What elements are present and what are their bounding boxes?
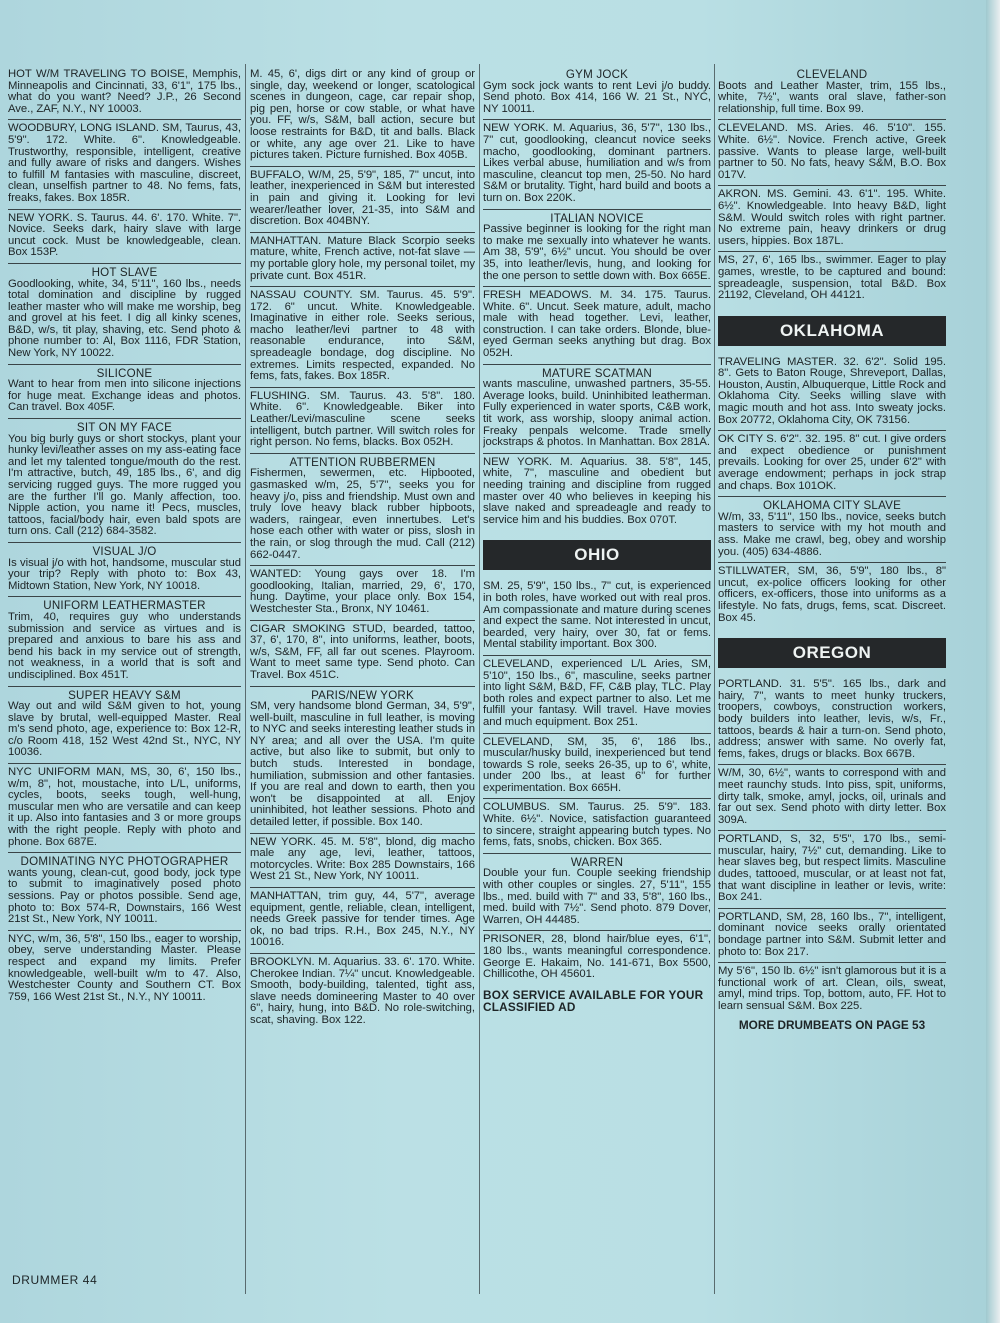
classified-ad: [250, 287, 475, 388]
classified-ad: [483, 578, 711, 656]
classified-ad: [483, 799, 711, 853]
classified-ad: [250, 566, 475, 620]
classified-ad: [8, 764, 241, 853]
classified-ad: [250, 954, 475, 1031]
classified-ad: [250, 167, 475, 233]
ad-heading: ITALIAN NOVICE: [550, 211, 644, 225]
classified-ad: [250, 388, 475, 454]
ad-heading: DOMINATING NYC PHOTOGRAPHER: [20, 855, 229, 869]
ad-body: You big burly guys or short stockys, plant your hunky levi/leather asses on my ass-eating face and let my talented tongue/mouth do the rest. I'm attractive, butch, 49, 185 lbs., 6', and dig servicing rugged guys. The more rugged you are the further I'll go. Manly affection, too. Nipple action, you name it! Pecs, muscles, tattoos, facial/body hair, even bald spots are turn ons. Call (212) 684-3582.: [8, 432, 241, 538]
ad-body: wants masculine, unwashed partners, 35-55. Average looks, build. Uninhibited leatherman. Fully experienced in water sports, C&B work, tit work, ass worship, sloopy animal action. Freaky penpals welcome. Trade smelly jockstraps & photos. In Manhattan. Box 281A.: [483, 378, 711, 449]
ad-body: CLEVELAND, experienced L/L Aries, SM, 5'10", 150 lbs., 6", masculine, seeks partner into light S&M, B&D, FF, C&B play, TLC. Play both roles and expect partner to also. Let me fulfill your fantasy. Will travel. Have movies and much equipment. Box 251.: [483, 657, 711, 728]
ad-heading: SUPER HEAVY S&M: [68, 688, 181, 702]
column-4: [718, 66, 946, 1294]
ad-body: NASSAU COUNTY. SM. Taurus. 45. 5'9". 172. 6" uncut. White. Knowledgeable. Imaginative in either role. Seeks serious, macho leather/levi partner to 48 with reasonable endurance, into S&M, spreadeagle bondage, dog discipline. No extremes. Limits respected, expanded. No fems, fats, fakes. Box 185R.: [250, 289, 475, 383]
ad-body: CLEVELAND. MS. Aries. 46. 5'10". 155. White. 6½". Novice. French active, Greek passive. Wants to please large, well-built partner to 50. No fats, heavy S&M, B.O. Box 017V.: [718, 122, 946, 181]
ad-body: TRAVELING MASTER. 32. 6'2". Solid 195. 8". Gets to Baton Rouge, Shreveport, Dallas, Houston, Austin, Albuquerque, Little Rock and Oklahoma City. Seeks willing slave with magic mouth and hot ass. Into sweaty jocks. Box 20772, Oklahoma City, OK 73156.: [718, 355, 946, 426]
column-1: [8, 66, 241, 1294]
ad-body: NEW YORK. 45. M. 5'8", blond, dig macho male any age, levi, leather, tattoos, motorcycles. Write: Box 285 Downstairs, 166 West 21 St., New York, NY 10011.: [250, 835, 475, 883]
classified-ad: [718, 497, 946, 563]
classified-ad: [483, 734, 711, 800]
ad-heading: CLEVELAND: [796, 68, 868, 81]
ad-body: BROOKLYN. M. Aquarius. 33. 6'. 170. White. Cherokee Indian. 7¼" uncut. Knowledgeable. Smooth, body-building, talented, tight ass, slave needs domineering Master to 40 over 6", hairy, hung, into B&D. No role-switching, scat, shaving. Box 122.: [250, 955, 475, 1026]
ad-body: PORTLAND, SM, 28, 160 lbs., 7", intelligent, dominant novice seeks orally orientated bondage partner into S&M. Submit letter and photo to: Box 217.: [718, 910, 946, 958]
ad-body: NEW YORK. M. Aquarius. 38. 5'8", 145, white, 7", masculine and obedient but needing training and discipline from rugged master over 40 who believes in keeping his slave naked and spreadeagle and ready to service him and his buddies. Box 070T.: [483, 455, 711, 526]
classified-ad: [718, 252, 946, 305]
ad-body: WOODBURY, LONG ISLAND. SM, Taurus, 43, 5'9". 172. White. 6". Knowledgeable. Trustworthy, responsible, intelligent, creative and fully aware of risks and dangers. Wishes to fulfill M fantasies with masculine, discreet, clean, unselfish partner to 48. No fems, fats, freaks, fakes. Box 185R.: [8, 122, 241, 204]
column-3: [483, 66, 711, 1294]
ad-body: Is visual j/o with hot, handsome, muscular stud your trip? Reply with photo to: Box 43, Midtown Station, New York, NY 10018.: [8, 556, 241, 592]
ad-heading: GYM JOCK: [565, 68, 629, 81]
classified-ad: [8, 210, 241, 264]
state-heading: OREGON: [718, 638, 946, 668]
classified-ad: [718, 831, 946, 909]
ad-body: W/M, 30, 6½", wants to correspond with and meet raunchy studs. Into piss, spit, uniforms, dirty talk, smoke, amyl, jocks, oil, urinals and far out sex. Send photo with dirty letter. Box 309A.: [718, 767, 946, 826]
classified-ad: [8, 120, 241, 209]
ad-body: wants young, clean-cut, good body, jock type to submit to imaginatively posed photo sessions. Pay or photos possible. Send age, photo to: Box 574-R, Downstairs, 166 West 21st St., New York, NY 10011.: [8, 866, 241, 926]
classified-ad: [8, 419, 241, 543]
ad-body: Way out and wild S&M given to hot, young slave by brutal, well-equipped Master. Real m's send photo, age, experience to: Box 12-R, c/o Room 418, 152 West 42nd St., NYC, NY 10036.: [8, 700, 241, 759]
classified-ad: [718, 120, 946, 186]
classified-ad: [8, 597, 241, 686]
classified-ad: [250, 233, 475, 287]
ad-body: SM, very handsome blond German, 34, 5'9", well-built, masculine in full leather, is moving to NYC and seeks interesting leather studs in NY area; and all over the USA. I'm quite active, but also like to submit, but only to butch studs. Interested in bondage, humiliation, submission and other fantasies. If you are real and down to earth, then you won't be disappointed at all. Enjoy uninhibited, hot leather sessions. Photo and detailed letter, if possible. Box 140.: [250, 700, 475, 829]
ad-heading: HOT SLAVE: [91, 265, 158, 279]
ad-heading: SILICONE: [96, 366, 153, 380]
classified-ad: [250, 621, 475, 687]
ad-body: Want to hear from men into silicone injections for huge meat. Exchange ideas and photos. Can travel. Box 405F.: [8, 378, 241, 414]
ad-body: OK CITY S. 6'2". 32. 195. 8" cut. I give orders and expect obedience or punishment prevails. Looking for over 25, under 6'2" with average endowment; perhaps in jock strap and chaps. Box 101OK.: [718, 433, 946, 492]
classified-ad: [250, 834, 475, 888]
box-service-notice: BOX SERVICE AVAILABLE FOR YOUR CLASSIFIED AD: [483, 987, 704, 1015]
ad-body: MS, 27, 6', 165 lbs., swimmer. Eager to play games, wrestle, to be captured and bound: spreadeagle, suspension, total B&D. Box 21192, Cleveland, OH 44121.: [718, 254, 946, 302]
ad-body: Goodlooking, white, 34, 5'11", 160 lbs., needs total domination and discipline by rugged leather master who will make me worship, beg and grovel at his feet. I dig all kinky scenes, B&D, w/s, tit play, shaving, etc. Send photo & phone number to: Al, Box 1116, FDR Station, New York, NY 10022.: [8, 277, 241, 360]
classified-ad: [718, 66, 946, 120]
column-rule-1: [245, 64, 246, 1294]
ad-body: PORTLAND. 31. 5'5". 165 lbs., dark and hairy, 7", wants to meet hunky truckers, troopers, cowboys, construction workers, body builders into leather, levis, w/s, Fr., tattoos, beards & hair a turn-on. Send photo, address; answer with same. No overly fat, fems, fakes, drugs or blacks. Box 667B.: [718, 678, 946, 760]
column-rule-3: [714, 64, 715, 1294]
ad-body: CLEVELAND, SM, 35, 6', 186 lbs., muscular/husky build, inexperienced but tend towards S role, seeks 26-35, up to 6', white, under 200 lbs., at least 6" for further experimentation. Box 665H.: [483, 735, 711, 794]
ad-body: Passive beginner is looking for the right man to make me sexually into whatever he wants. Am 38, 5'9", 6½" uncut. You should be over 35, into leather/levis, hung, and looking for the one person to settle down with. Box 665E.: [483, 223, 711, 282]
classified-ad: [8, 264, 241, 365]
ad-body: Double your fun. Couple seeking friendship with other couples or singles. 27, 5'11", 155 lbs., med. build with 7" and 33, 5'8", 160 lbs., med. build with 7½". Send photo. 879 Dover, Warren, OH 44485.: [483, 867, 711, 926]
ad-body: MANHATTAN, trim guy, 44, 5'7", average equipment, gentle, reliable, clean, intelligent, needs Greek passive for tender times. Age ok, no bad trips. R.H., Box 245, N.Y., NY 10016.: [250, 890, 475, 949]
classified-ad: [718, 765, 946, 831]
state-heading: OHIO: [483, 540, 711, 570]
column-rule-2: [479, 64, 480, 1294]
classified-ad: [8, 66, 241, 120]
ad-body: AKRON. MS. Gemini. 43. 6'1". 195. White. 6½". Knowledgeable. Into heavy B&D, light S&M. Would switch roles with right partner. No extreme pain, heavy drinkers or drug users, hippies. Box 187L.: [718, 188, 946, 247]
ad-body: CIGAR SMOKING STUD, bearded, tattoo, 37, 6', 170, 8", into uniforms, leather, boots, w/s, S&M, FF, all far out scenes. Playroom. Want to meet same type. Send photo. Can Travel. Box 451C.: [250, 622, 475, 681]
ad-body: FLUSHING. SM. Taurus. 43. 5'8". 180. White. 6". Knowledgeable. Biker into Leather/Levi/masculine scene seeks intelligent, butch partner. Will switch roles for right person. No fems, blacks. Box 052H.: [250, 389, 475, 449]
classified-ad: [8, 687, 241, 765]
ad-body: Trim, 40, requires guy who understands submission and service as virtues and is prepared and anxious to bare his ass and bend his back in my service out of strength, not weakness, in a world that is soft and undisciplined. Box 451T.: [8, 610, 241, 681]
classified-ad: [8, 365, 241, 419]
ad-body: SM. 25, 5'9", 150 lbs., 7" cut, is experienced in both roles, have worked out with real pros. Am compassionate and mature during scenes and expect the same. Not interested in uncut, bearded, very hairy, over 30, fat or fems. Mental stability important. Box 300.: [483, 580, 711, 651]
classified-ad: [483, 210, 711, 288]
ad-heading: VISUAL J/O: [92, 544, 157, 558]
classified-ad: [8, 853, 241, 931]
state-heading: OKLAHOMA: [718, 316, 946, 346]
classified-ad: [483, 854, 711, 932]
ad-body: FRESH MEADOWS. M. 34. 175. Taurus. White. 6". Uncut. Seek mature, adult, macho male with head together. Levi, leather, construction. I can take orders. Blonde, blue-eyed German seeks anything but drag. Box 052H.: [483, 289, 711, 360]
ad-body: HOT W/M TRAVELING TO BOISE, Memphis, Minneapolis and Cincinnati, 33, 6'1", 175 lbs., what do you want? Need? J.P., 26 Second Ave., ZAF, N.Y., NY 10003.: [8, 68, 241, 115]
ad-body: NEW YORK. M. Aquarius, 36, 5'7", 130 lbs., 7" cut, goodlooking, cleancut novice seeks macho, goodlooking, dominant partners. Likes verbal abuse, humiliation and w/s from masculine, cleancut top men, 25-50. No hard S&M or brutality. Tight, hard build and boots a turn on. Box 220K.: [483, 122, 711, 204]
ad-body: NYC, w/m, 36, 5'8", 150 lbs., eager to worship, obey, serve understanding Master. Please respect and expand my limits. Prefer knowledgeable, well-built w/m to 47. Also, Westchester County and Southern CT. Box 759, 166 West 21st St., N.Y., NY 10011.: [8, 932, 241, 1003]
ad-body: My 5'6", 150 lb. 6½" isn't glamorous but it is a functional work of art. Clean, oils, sweat, amyl, mind trips. Top, bottom, auto, FF. Hot to learn sensual S&M. Box 225.: [718, 965, 946, 1012]
ad-heading: OKLAHOMA CITY SLAVE: [762, 499, 902, 513]
ad-body: Gym sock jock wants to rent Levi j/o buddy. Send photo. Box 414, 166 W. 21 St., NYC, NY 10011.: [483, 79, 711, 115]
ad-body: MANHATTAN. Mature Black Scorpio seeks mature, white, French active, not-fat slave — my portable glory hole, my personal toilet, my private cunt. Box 451R.: [250, 234, 475, 282]
classified-ad: [483, 120, 711, 209]
ad-body: BUFFALO, W/M, 25, 5'9", 185, 7" uncut, into leather, inexperienced in S&M but interested in pain and giving it. Looking for levi wearer/leather lover, 21-35, into S&M and discretion. Box 404BNY.: [250, 168, 475, 228]
ad-heading: PARIS/NEW YORK: [311, 688, 414, 702]
continued-notice: MORE DRUMBEATS ON PAGE 53: [738, 1017, 926, 1032]
ad-heading: MATURE SCATMAN: [542, 366, 652, 380]
classified-ad: [718, 563, 946, 628]
ad-body: STILLWATER, SM, 36, 5'9", 180 lbs., 8" uncut, ex-police officers looking for other officers, ex-officers, those into uniforms as a lifestyle. No fats, drugs, fems, scat. Discreet. Box 45.: [718, 565, 946, 624]
classified-ad: [718, 186, 946, 252]
ad-body: Boots and Leather Master, trim, 155 lbs., white, 7½", wants oral slave, father-son relationship, full time. Box 99.: [718, 79, 946, 115]
ad-heading: SIT ON MY FACE: [76, 421, 173, 435]
ad-body: COLUMBUS. SM. Taurus. 25. 5'9". 183. White. 6½". Novice, satisfaction guaranteed to sincere, straight appearing butch types. No fems, fats, snobs, chicken. Box 365.: [483, 801, 711, 849]
ad-body: PORTLAND, S, 32, 5'5", 170 lbs., semi-muscular, hairy, 7½" cut, demanding. Like to hear slaves beg, but respect limits. Masculine dudes, tattooed, muscular, or at least not fat, that want discipline in leather or levis, write: Box 241.: [718, 833, 946, 904]
classified-ad: [8, 543, 241, 597]
page-edge-shadow: [986, 0, 1000, 1323]
classified-ad: [483, 454, 711, 531]
classified-ad: [718, 676, 946, 765]
page-footer: DRUMMER 44: [12, 1273, 98, 1287]
ad-heading: UNIFORM LEATHERMASTER: [43, 599, 206, 613]
classified-ad: [483, 66, 711, 120]
column-2: [250, 66, 475, 1294]
classified-ad: [483, 656, 711, 734]
classified-ad: [250, 66, 475, 167]
ad-body: Fishermen, sewermen, etc. Hipbooted, gasmasked w/m, 25, 5'7", seeks you for heavy j/o, piss and friendship. Must own and truly love heavy black rubber hipboots, waders, raingear, even innertubes. Let's hose each other with water or piss, slosh in the rain, or slog through the mud. Call (212) 662-0447.: [250, 467, 475, 561]
classified-ad: [250, 687, 475, 834]
classified-ad: [250, 888, 475, 954]
classified-ad: [718, 354, 946, 432]
ad-body: M. 45, 6', digs dirt or any kind of group or single, day, weekend or longer, scatological scenes in dungeon, cage, car repair shop, pig pen, horse or cow stable, or what have you. FF, w/s, S&M, ball action, secure but loose restraints for B&D, tit and balls. Black or white, any age over 21. Like to have pictures taken. Picture furnished. Box 405B.: [250, 68, 475, 162]
classified-ad: [718, 431, 946, 497]
classified-ad: [718, 909, 946, 963]
classified-ad: [483, 287, 711, 365]
classified-ad: [483, 931, 711, 984]
ad-body: W/m, 33, 5'11", 150 lbs., novice, seeks butch masters to service with my hot mouth and ass. Make me crawl, beg, obey and worship you. (405) 634-4886.: [718, 510, 946, 558]
classified-ad: [718, 963, 946, 1016]
classified-ad: [483, 365, 711, 454]
classified-ad: [250, 454, 475, 566]
ad-body: WANTED: Young gays over 18. I'm goodlooking, Italian, married, 29, 6', 170, hung. Daytime, your place only. Box 154, Westchester Sta., Bronx, NY 10461.: [250, 568, 475, 615]
ad-heading: ATTENTION RUBBERMEN: [289, 455, 436, 469]
ad-heading: WARREN: [570, 855, 624, 869]
ad-body: NEW YORK. S. Taurus. 44. 6'. 170. White. 7". Novice. Seeks dark, hairy slave with large uncut cock. Must be knowledgeable, clean. Box 153P.: [8, 211, 241, 259]
classified-ad: [8, 931, 241, 1008]
ad-body: NYC UNIFORM MAN, MS, 30, 6', 150 lbs., w/m, 8", hot, moustache, into L/L, uniforms, cycles, boots, seeks tough, well-hung, muscular men who are versatile and can keep it up. Also into fantasies and 3 or more groups with the right people. Reply with photo and phone. Box 687E.: [8, 766, 241, 848]
ad-body: PRISONER, 28, blond hair/blue eyes, 6'1", 180 lbs., wants meaningful correspondence. George E. Hakaim, No. 141-671, Box 5500, Chillicothe, OH 45601.: [483, 933, 711, 981]
